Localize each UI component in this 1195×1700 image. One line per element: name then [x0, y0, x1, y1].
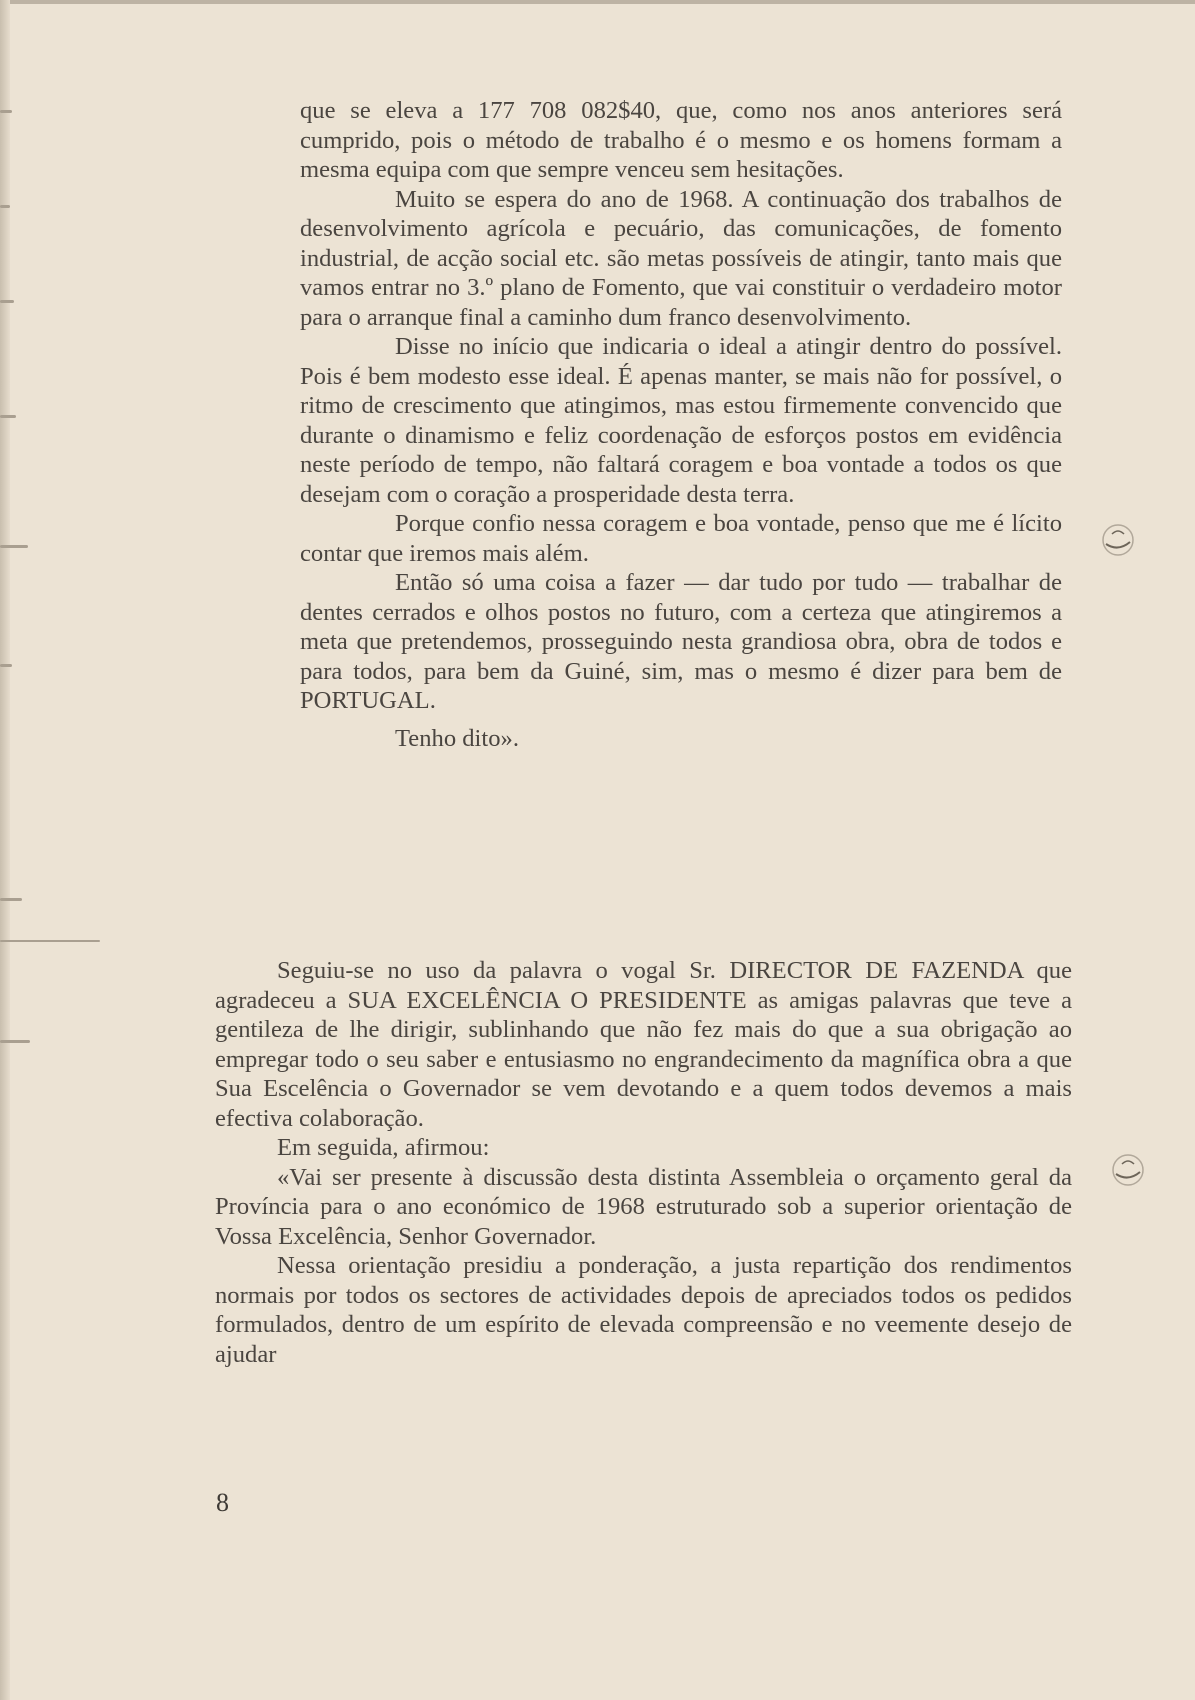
paragraph: Porque confio nessa coragem e boa vontade, penso que me é lícito contar que iremos mais além. [300, 510, 1062, 567]
binding-mark [0, 664, 12, 667]
binding-mark [0, 898, 22, 901]
page-binding-edge [0, 0, 10, 1700]
paragraph: Em seguida, afirmou: [277, 1134, 490, 1161]
page-number: 8 [216, 1488, 229, 1517]
binding-mark [0, 1040, 30, 1043]
library-stamp-icon [1108, 1150, 1148, 1190]
paragraph: Disse no início que indicaria o ideal a atingir dentro do possível. Pois é bem modesto esse ideal. É apenas manter, se mais não for possível, o ritmo de crescimento que atingimos, mas estou firmemente convencido que durante o dinamismo e feliz coordenação de esforços postos em evidência neste período de tempo, não faltará coragem e boa vontade a todos os que desejam com o coração a prosperidade desta terra. [300, 333, 1062, 508]
binding-mark [0, 415, 16, 418]
library-stamp-icon [1098, 520, 1138, 560]
paragraph: Nessa orientação presidiu a ponderação, a justa repartição dos rendimentos normais por todos os sectores de actividades depois de apreciados todos os pedidos formulados, dentro de um espírito de elevada compreensão e no veemente desejo de ajudar [215, 1252, 1072, 1368]
speech-signoff: Tenho dito». [395, 724, 519, 752]
binding-mark [0, 300, 14, 303]
binding-mark [0, 940, 100, 942]
paragraph: Então só uma coisa a fazer — dar tudo por tudo — trabalhar de dentes cerrados e olhos postos no futuro, com a certeza que atingiremos a meta que pretendemos, prosseguindo nesta grandiosa obra, obra de todos e para todos, para bem da Guiné, sim, mas o mesmo é dizer para bem de PORTUGAL. [300, 569, 1062, 714]
speech-continuation [300, 96, 1062, 753]
paragraph: Seguiu-se no uso da palavra o vogal Sr. DIRECTOR DE FAZENDA que agradeceu a SUA EXCELÊNCIA O PRESIDENTE as amigas palavras que teve a gentileza de lhe dirigir, sublinhando que não fez mais do que a sua obrigação ao empregar todo o seu saber e entusiasmo no engrandecimento da magnífica obra a que Sua Escelência o Governador se vem devotando e a quem todos devemos a mais efectiva colaboração. [215, 957, 1072, 1132]
binding-mark [0, 545, 28, 548]
paragraph: Muito se espera do ano de 1968. A continuação dos trabalhos de desenvolvimento agrícola e pecuário, das comunicações, de fomento industrial, de acção social etc. são metas possíveis de atingir, tanto mais que vamos entrar no 3.º plano de Fomento, que vai constituir o verdadeiro motor para o arranque final a caminho dum franco desenvolvimento. [300, 185, 1062, 331]
page-top-edge [0, 0, 1195, 4]
binding-mark [0, 205, 10, 208]
paragraph: que se eleva a 177 708 082$40, que, como nos anos anteriores será cumprido, pois o método de trabalho é o mesmo e os homens formam a mesma equipa com que sempre venceu sem hesitações. [300, 97, 1062, 183]
paragraph: «Vai ser presente à discussão desta distinta Assembleia o orçamento geral da Província para o ano económico de 1968 estruturado sob a superior orientação de Vossa Excelência, Senhor Governador. [215, 1163, 1072, 1250]
binding-mark [0, 110, 12, 113]
director-remarks [215, 956, 1072, 1369]
